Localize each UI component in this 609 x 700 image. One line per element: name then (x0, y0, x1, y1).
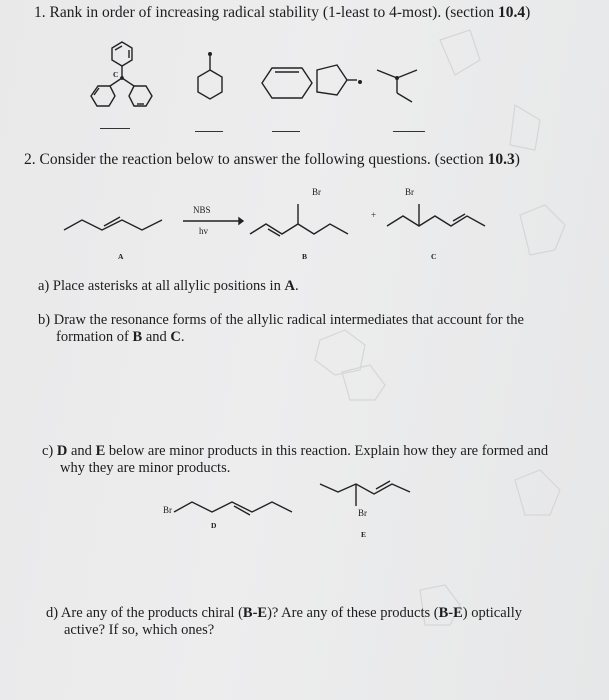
compound-range: B-E (438, 605, 463, 621)
closing-paren: ) (514, 151, 520, 168)
part-label: a) (38, 278, 50, 294)
part-text: ) optically (462, 605, 522, 621)
label-c: C (431, 252, 437, 261)
compound-ref-c: C (170, 329, 181, 345)
structure-cyclohexylmethyl-radical (190, 50, 230, 120)
compound-ref: A (284, 278, 295, 294)
part-d-prompt (46, 605, 522, 639)
label-e: E (361, 530, 367, 539)
rank-blank-4[interactable] (393, 131, 425, 132)
reagent-nbs: NBS (193, 205, 211, 215)
bromine-e: Br (358, 508, 367, 518)
part-text-line2: active? If so, which ones? (64, 622, 215, 638)
label-d: D (211, 521, 217, 530)
compound-ref-b: B (132, 329, 143, 345)
structure-product-b (248, 196, 368, 246)
conjunction: and (142, 329, 171, 345)
period: . (180, 329, 185, 345)
part-text: Place asterisks at all allylic positions in (52, 278, 285, 294)
structure-tert-radical (372, 58, 432, 108)
question-text: Consider the reaction below to answer the following questions. (section (39, 151, 488, 168)
part-text-line2: formation of (56, 329, 133, 345)
part-text: )? Are any of these products ( (267, 605, 439, 621)
bromine-c: Br (405, 187, 414, 197)
rank-blank-3[interactable] (272, 131, 300, 132)
compound-ref-e: E (95, 443, 106, 459)
bromine-b: Br (312, 187, 321, 197)
label-b: B (302, 252, 308, 261)
part-label: b) (38, 312, 51, 328)
rank-blank-1[interactable] (100, 128, 130, 129)
radical-carbon-label: C (113, 70, 119, 79)
structure-product-c (385, 196, 525, 246)
structure-trityl-radical (82, 38, 162, 118)
question-number: 2. (24, 151, 36, 168)
period: . (294, 278, 299, 294)
rank-blank-2[interactable] (195, 131, 223, 132)
part-label: c) (42, 443, 54, 459)
part-text-line2: why they are minor products. (60, 460, 231, 476)
part-text-line1: Draw the resonance forms of the allylic radical intermediates that account for the (53, 312, 524, 328)
reagent-hv: hv (199, 226, 208, 236)
part-text-line1: below are minor products in this reaction. Explain how they are formed and (105, 443, 549, 459)
part-b-prompt (38, 312, 524, 346)
compound-range: B-E (242, 605, 268, 621)
part-text: Are any of the products chiral ( (60, 605, 243, 621)
structure-d (172, 494, 302, 524)
structure-reactant-a (62, 210, 182, 240)
part-a-prompt (38, 278, 299, 295)
compound-ref-d: D (56, 443, 68, 459)
bromine-d: Br (163, 505, 172, 515)
question-2-heading (24, 151, 520, 169)
section-ref: 10.4 (498, 4, 526, 21)
question-text: Rank in order of increasing radical stability (1-least to 4-most). (section (49, 4, 499, 21)
section-ref: 10.3 (487, 151, 515, 168)
structure-cyclopentyl-radical (312, 60, 372, 100)
structure-e (318, 474, 428, 514)
part-c-prompt (42, 443, 548, 477)
plus-sign: + (371, 210, 377, 220)
part-label: d) (46, 605, 59, 621)
closing-paren: ) (525, 4, 531, 21)
reaction-arrow (183, 216, 243, 226)
question-1-heading (34, 4, 530, 22)
conjunction: and (67, 443, 96, 459)
label-a: A (118, 252, 124, 261)
question-number: 1. (34, 4, 46, 21)
